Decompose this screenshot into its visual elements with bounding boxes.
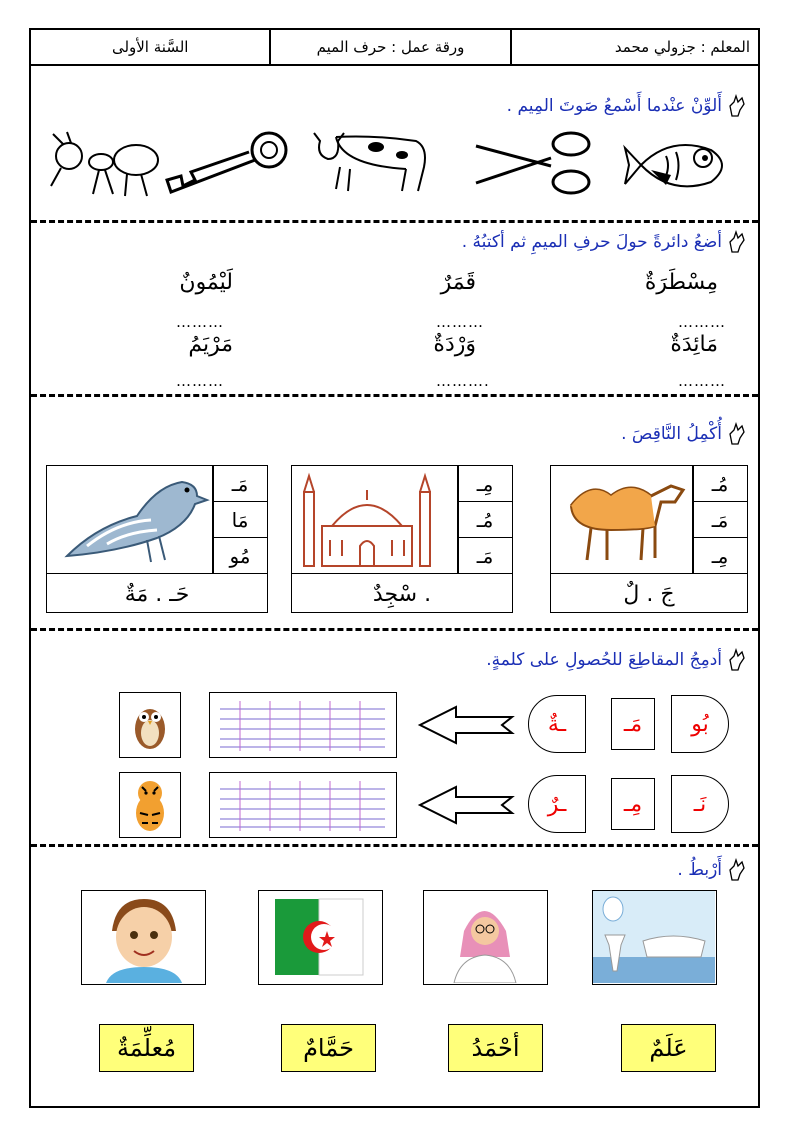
key-drawing [159,130,294,200]
syllable-cell[interactable]: مُو [212,538,267,574]
cow-drawing [306,125,436,195]
ant-drawing [41,130,161,200]
divider [31,220,758,223]
section1-instruction: أَلوِّنْ عنْدما أَسْمعُ صَوتَ المِيم . [507,94,748,118]
blank-dots: ……… [176,313,224,331]
syllable-capsule: بُو [671,695,729,753]
boy-icon [82,891,204,983]
incomplete-word: . سْجِدٌ [372,581,432,607]
syllable-cell[interactable]: مُـ [457,502,512,538]
syllable-cell[interactable]: مَـ [457,538,512,574]
girl-icon [424,891,546,983]
word: قَمَرٌ [440,270,476,295]
owl-picture [119,692,181,758]
section5-instruction: أَرْبطُ . [677,858,748,882]
pencil-hand-icon [726,648,748,672]
syllable-cell[interactable]: مِـ [457,466,512,502]
flag-photo [258,890,383,985]
incomplete-word: جَ . لٌ [623,581,675,607]
section3-instruction: أُكْمِلُ النَّاقِصَ . [621,422,748,446]
blank-dots: ……… [176,372,224,390]
mosque-icon [292,466,457,570]
mosque-image [292,466,459,574]
syllable-cell[interactable]: مَـ [692,502,747,538]
owl-icon [120,693,180,755]
syllable-cell[interactable]: مَـ [212,466,267,502]
tiger-icon [120,773,180,835]
writing-lines[interactable] [209,692,397,758]
section4-instruction: أدمِجُ المقاطِعَ للحُصولِ على كلمةٍ. [486,648,748,672]
syllable-cell[interactable]: مُـ [692,466,747,502]
syllable-capsule: ـةٌ [528,695,586,753]
word-card[interactable]: مُعلِّمَةٌ [99,1024,194,1072]
bathroom-photo [592,890,717,985]
complete-card-camel [550,465,748,613]
word: وَرْدَةٌ [433,332,476,357]
blank-dots: ……… [436,313,484,331]
incomplete-word: حَـ . مَةٌ [124,581,190,607]
word: مَائِدَةٌ [670,332,718,357]
section2-instruction: أضعُ دائرةً حولَ حرفِ الميمِ ثم أكتبُهُ . [462,230,748,254]
worksheet-title: ورقة عمل : حرف الميم [269,30,509,64]
arrow-left-icon [416,705,516,745]
worksheet [29,28,760,1108]
tiger-picture [119,772,181,838]
pigeon-image [47,466,214,574]
pencil-hand-icon [726,94,748,118]
header [31,30,758,66]
divider [31,394,758,397]
pencil-hand-icon [726,422,748,446]
pencil-hand-icon [726,858,748,882]
syllable-box: مَـ [611,698,655,750]
fish-drawing [621,130,736,200]
boy-photo [81,890,206,985]
complete-card-mosque [291,465,513,613]
camel-icon [551,466,691,570]
syllable-capsule: نَـ [671,775,729,833]
divider [31,628,758,631]
writing-lines[interactable] [209,772,397,838]
blank-dots: ……… [678,313,726,331]
syllable-box: مِـ [611,778,655,830]
syllable-cell[interactable]: مِـ [692,538,747,574]
word: مِسْطَرَةٌ [644,270,718,295]
complete-card-pigeon [46,465,268,613]
pencil-hand-icon [726,230,748,254]
word-card[interactable]: عَلَمٌ [621,1024,716,1072]
grade-level: السَّنة الأولى [111,38,189,56]
pigeon-icon [47,466,212,570]
word: مَرْيَمُ [188,332,233,357]
word-card[interactable]: حَمَّامٌ [281,1024,376,1072]
bathroom-icon [593,891,715,983]
syllable-cell[interactable]: مَا [212,502,267,538]
word-card[interactable]: أحْمَدُ [448,1024,543,1072]
word: لَيْمُونٌ [179,270,233,295]
arrow-left-icon [416,785,516,825]
teacher-name: المعلم : جزولي محمد [510,30,758,64]
scissors-drawing [471,128,601,198]
divider [31,844,758,847]
girl-photo [423,890,548,985]
blank-dots: ………. [436,372,490,390]
blank-dots: ……… [678,372,726,390]
algeria-flag-icon [259,891,381,983]
camel-image [551,466,694,574]
syllable-capsule: ـرٌ [528,775,586,833]
